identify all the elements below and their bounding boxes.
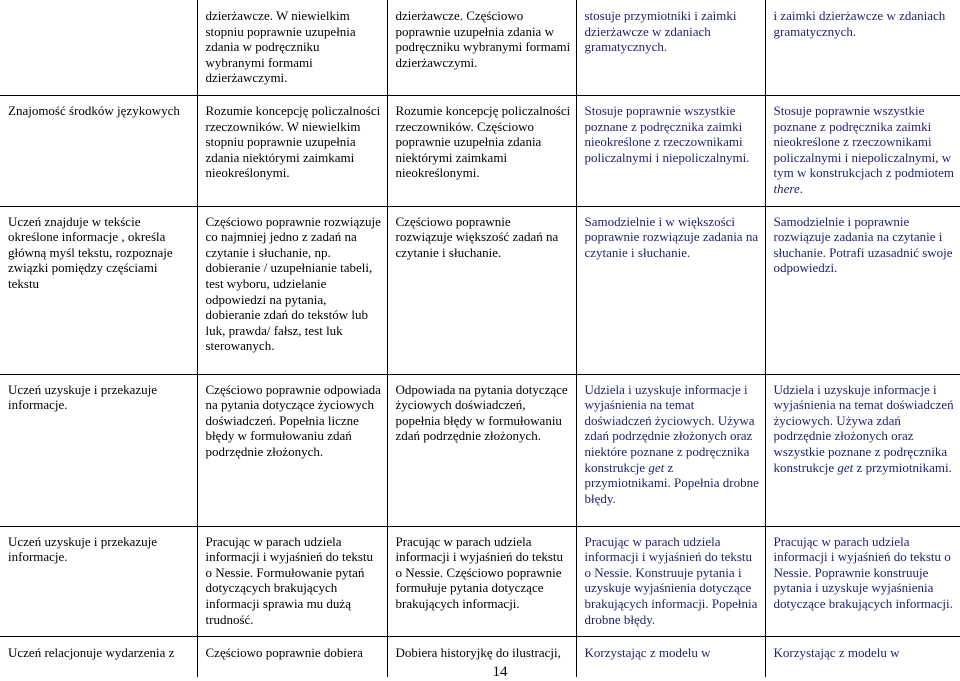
page-number: 14 [492,664,508,680]
table-row [0,374,960,526]
table-cell: stosuje przymiotniki i zaimki dzierżawcze w zdaniach gramatycznych. [576,0,765,95]
criterion-label: Uczeń uzyskuje i przekazuje informacje. [0,374,197,526]
table-cell: Korzystając z modelu w [773,645,900,661]
table-cell [765,95,960,206]
criterion-label: Znajomość środków językowych [0,95,197,206]
table-cell: Pracując w parach udziela informacji i wyjaśnień do tekstu o Nessie. Formułowanie pytań dotyczących brakujących informacji sprawia mu dużą trudność. [197,526,387,637]
table-row [0,206,960,374]
cell-text: Udziela i uzyskuje informacje i wyjaśnienia na temat doświadczeń życiowych. Używa zdań podrzędnie złożonych oraz wszystkie poznane z podręcznika konstrukcje [773,381,954,475]
table-cell: Rozumie koncepcję policzalności rzeczowników. W niewielkim stopniu poprawnie uzupełnia zdania niektórymi zaimkami nieokreślonymi. [197,95,387,206]
criterion-label: Uczeń relacjonuje wydarzenia z [0,637,197,677]
table-cell: Samodzielnie i w większości poprawnie rozwiązuje zadania na czytanie i słuchanie. [576,206,765,374]
cell-text: . [799,180,803,196]
table-cell: Dobiera historyjkę do ilustracji, [387,637,576,677]
table-cell: Pracując w parach udziela informacji i wyjaśnień do tekstu o Nessie. Częściowo poprawnie formułuje pytania dotyczące brakujących informacji. [387,526,576,637]
table-cell: Częściowo poprawnie odpowiada na pytania dotyczące życiowych doświadczeń. Popełnia liczne błędy w formułowaniu zdań podrzędnie złożonych. [197,374,387,526]
table-cell [0,0,197,95]
table-row [0,95,960,206]
cell-text: z przymiotnikami. [853,459,952,475]
table-cell: Częściowo poprawnie rozwiązuje większość zadań na czytanie i słuchanie. [387,206,576,374]
table-cell: Pracując w parach udziela informacji i wyjaśnień do tekstu o Nessie. Konstruuje pytania i uzyskuje wyjaśnienia dotyczące brakujących informacji. Popełnia drobne błędy. [576,526,765,637]
criterion-label: Uczeń znajduje w tekście określone informacje , określa główną myśl tekstu, rozpoznaje związki pomiędzy częściami tekstu [0,206,197,374]
table-cell: Rozumie koncepcję policzalności rzeczowników. Częściowo poprawnie uzupełnia zdania niektórymi zaimkami nieokreślonymi. [387,95,576,206]
table-cell: i zaimki dzierżawcze w zdaniach gramatycznych. [765,0,960,95]
table-row [0,526,960,637]
table-cell: Częściowo poprawnie dobiera [197,637,387,677]
cell-italic-text: get [837,459,854,475]
table-cell [765,374,960,526]
table-cell: Korzystając z modelu w [576,637,765,677]
table-cell: dzierżawcze. W niewielkim stopniu poprawnie uzupełnia zdania w podręczniku wybranymi formami dzierżawczymi. [197,0,387,95]
criterion-label: Uczeń uzyskuje i przekazuje informacje. [0,526,197,637]
cell-text: z przymiotnikami. Popełnia drobne błędy. [584,459,759,506]
table-cell: dzierżawcze. Częściowo poprawnie uzupełnia zdania w podręczniku wybranymi formami dzierżawczymi. [387,0,576,95]
cell-text: Udziela i uzyskuje informacje i wyjaśnienia na temat doświadczeń życiowych. Używa zdań podrzędnie złożonych oraz niektóre poznane z podręcznika konstrukcje [584,381,755,475]
table-row [0,0,960,95]
table-cell: Częściowo poprawnie rozwiązuje co najmniej jedno z zadań na czytanie i słuchanie, np. dobieranie / uzupełnianie tabeli, test wyboru, udzielanie odpowiedzi na pytania, dobieranie zdań do tekstów lub luk, prawda/ fałsz, test luk sterowanych. [197,206,387,374]
cell-italic-text: get [648,459,665,475]
table-cell: Stosuje poprawnie wszystkie poznane z podręcznika zaimki nieokreślone z rzeczownikami policzalnymi i niepoliczalnymi. [576,95,765,206]
cell-italic-text: there [773,180,800,196]
table-cell [576,374,765,526]
table-cell: Odpowiada na pytania dotyczące życiowych doświadczeń, popełnia błędy w formułowaniu zdań podrzędnie złożonych. [387,374,576,526]
table-cell: Samodzielnie i poprawnie rozwiązuje zadania na czytanie i słuchanie. Potrafi uzasadnić swoje odpowiedzi. [765,206,960,374]
table-cell: Pracując w parach udziela informacji i wyjaśnień do tekstu o Nessie. Poprawnie konstruuje pytania i uzyskuje wyjaśnienia dotyczące brakujących informacji. [765,526,960,637]
cell-text: Stosuje poprawnie wszystkie poznane z podręcznika zaimki nieokreślone z rzeczownikami policzalnymi i niepoliczalnymi, w tym w konstrukcjach z podmiotem [773,102,955,181]
